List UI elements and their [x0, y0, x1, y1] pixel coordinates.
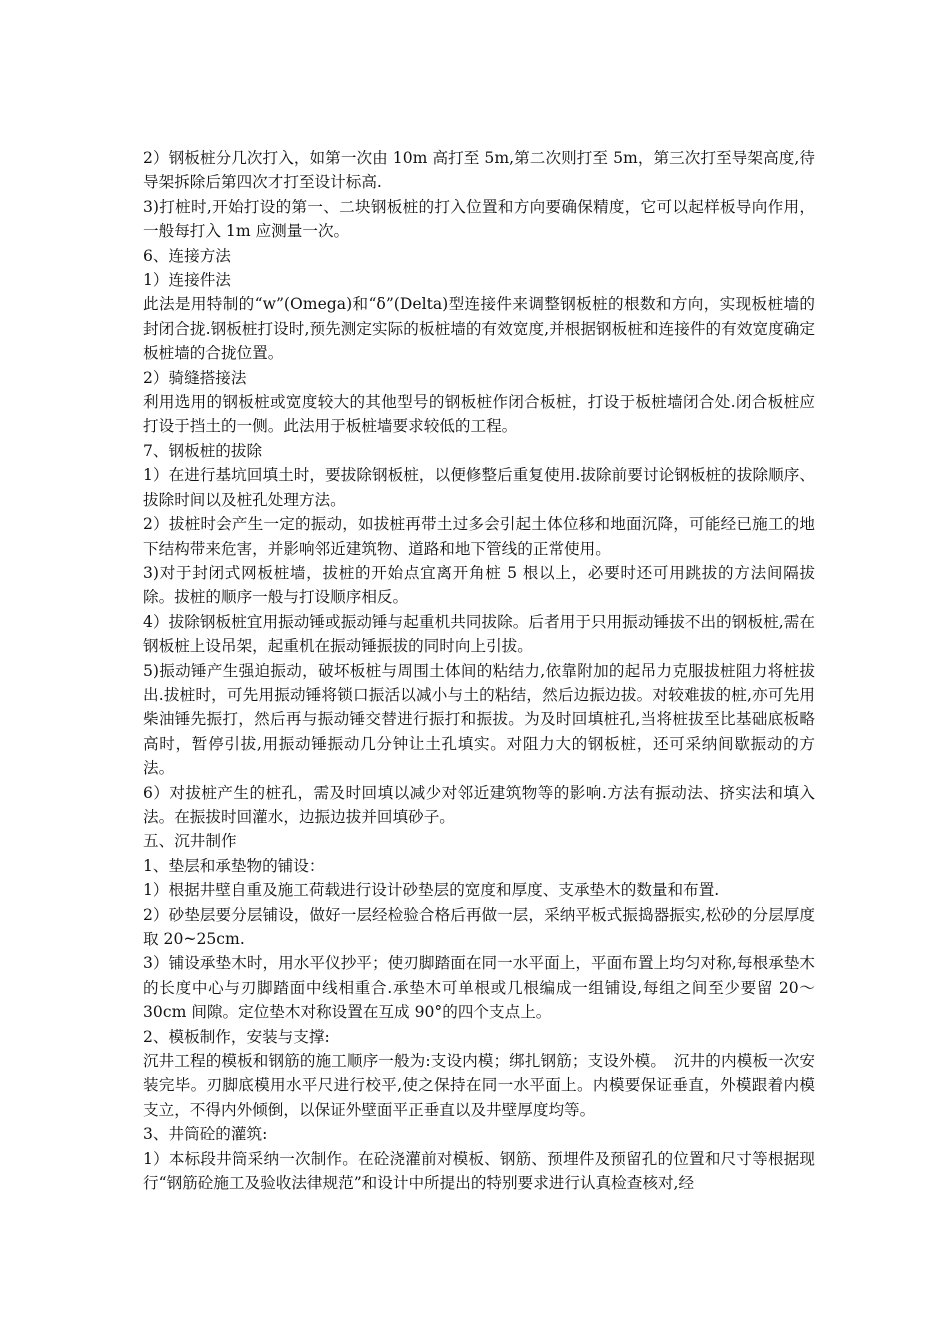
paragraph: 2）砂垫层要分层铺设，做好一层经检验合格后再做一层，采纳平板式振捣器振实,松砂的分层厚度取 20~25cm.	[143, 905, 815, 948]
paragraph: 5)振动锤产生强迫振动，破坏板桩与周围土体间的粘结力,依靠附加的起吊力克服拔桩阻力将桩拔出.拔桩时，可先用振动锤将锁口振活以减小与土的粘结，然后边振边拔。对较难拔的桩,亦可先用柴油锤先振打，然后再与振动锤交替进行振打和振拔。为及时回填桩孔,当将桩拔至比基础底板略高时，暂停引拔,用振动锤振动几分钟让土孔填实。对阻力大的钢板桩，还可采纳间歇振动的方法。	[143, 661, 815, 778]
subsection-heading: 2）骑缝搭接法	[143, 368, 247, 387]
paragraph: 6）对拔桩产生的桩孔，需及时回填以减少对邻近建筑物等的影响.方法有振动法、挤实法和填入法。在振拔时回灌水，边振边拔并回填砂子。	[143, 783, 815, 826]
subsection-heading: 1）连接件法	[143, 271, 231, 290]
paragraph: 3）铺设承垫木时，用水平仪抄平；使刃脚踏面在同一水平面上，平面布置上均匀对称,每根承垫木的长度中心与刃脚踏面中线相重合.承垫木可单根或几根编成一组铺设,每组之间至少要留 20～30cm 间隙。定位垫木对称设置在互成 90°的四个支点上。	[143, 954, 815, 1022]
paragraph: 1）本标段井筒采纳一次制作。在砼浇灌前对模板、钢筋、预埋件及预留孔的位置和尺寸等根据现行“钢筋砼施工及验收法律规范”和设计中所提出的特别要求进行认真检查核对,经	[143, 1149, 815, 1193]
paragraph: 3)对于封闭式网板桩墙，拔桩的开始点宜离开角桩 5 根以上，必要时还可用跳拔的方法间隔拔除。拔桩的顺序一般与打设顺序相反。	[143, 563, 815, 607]
paragraph: 沉井工程的模板和钢筋的施工顺序一般为:支设内模；绑扎钢筋；支设外模。 沉井的内模板一次安装完毕。刃脚底模用水平尺进行校平,使之保持在同一水平面上。内模要保证垂直，外模跟着内模支立，不得内外倾倒，以保证外壁面平正垂直以及井壁厚度均等。	[143, 1052, 815, 1119]
paragraph: 3)打桩时,开始打设的第一、二块钢板桩的打入位置和方向要确保精度，它可以起样板导向作用，一般每打入 1m 应测量一次。	[143, 197, 815, 241]
section-heading: 7、钢板桩的拔除	[143, 441, 263, 460]
paragraph: 利用选用的钢板桩或宽度较大的其他型号的钢板桩作闭合板桩，打设于板桩墙闭合处.闭合板桩应打设于挡土的一侧。此法用于板桩墙要求较低的工程。	[143, 393, 815, 436]
section-heading: 2、模板制作，安装与支撑:	[143, 1027, 330, 1046]
paragraph: 此法是用特制的“w”(Omega)和“δ”(Delta)型连接件来调整钢板桩的根数和方向，实现板桩墙的封闭合拢.钢板桩打设时,预先测定实际的板桩墙的有效宽度,并根据钢板桩和连接件的有效宽度确定板桩墙的合拢位置。	[143, 295, 815, 363]
paragraph: 4）拔除钢板桩宜用振动锤或振动锤与起重机共同拔除。后者用于只用振动锤拔不出的钢板桩,需在钢板桩上设吊架，起重机在振动锤振拔的同时向上引拔。	[143, 612, 815, 656]
paragraph: 2）钢板桩分几次打入，如第一次由 10m 高打至 5m,第二次则打至 5m，第三次打至导架高度,待导架拆除后第四次才打至设计标高.	[143, 149, 815, 192]
chapter-heading: 五、沉井制作	[143, 832, 237, 851]
section-heading: 6、连接方法	[143, 246, 231, 265]
paragraph: 2）拔桩时会产生一定的振动，如拔桩再带土过多会引起土体位移和地面沉降，可能经已施工的地下结构带来危害，并影响邻近建筑物、道路和地下管线的正常使用。	[143, 515, 815, 558]
section-heading: 3、井筒砼的灌筑:	[143, 1125, 268, 1144]
document-body	[143, 146, 815, 1195]
section-heading: 1、垫层和承垫物的铺设：	[143, 856, 325, 875]
paragraph: 1）在进行基坑回填土时，要拔除钢板桩，以便修整后重复使用.拔除前要讨论钢板桩的拔除顺序、拔除时间以及桩孔处理方法。	[143, 466, 815, 509]
paragraph: 1）根据井壁自重及施工荷载进行设计砂垫层的宽度和厚度、支承垫木的数量和布置.	[143, 881, 720, 900]
